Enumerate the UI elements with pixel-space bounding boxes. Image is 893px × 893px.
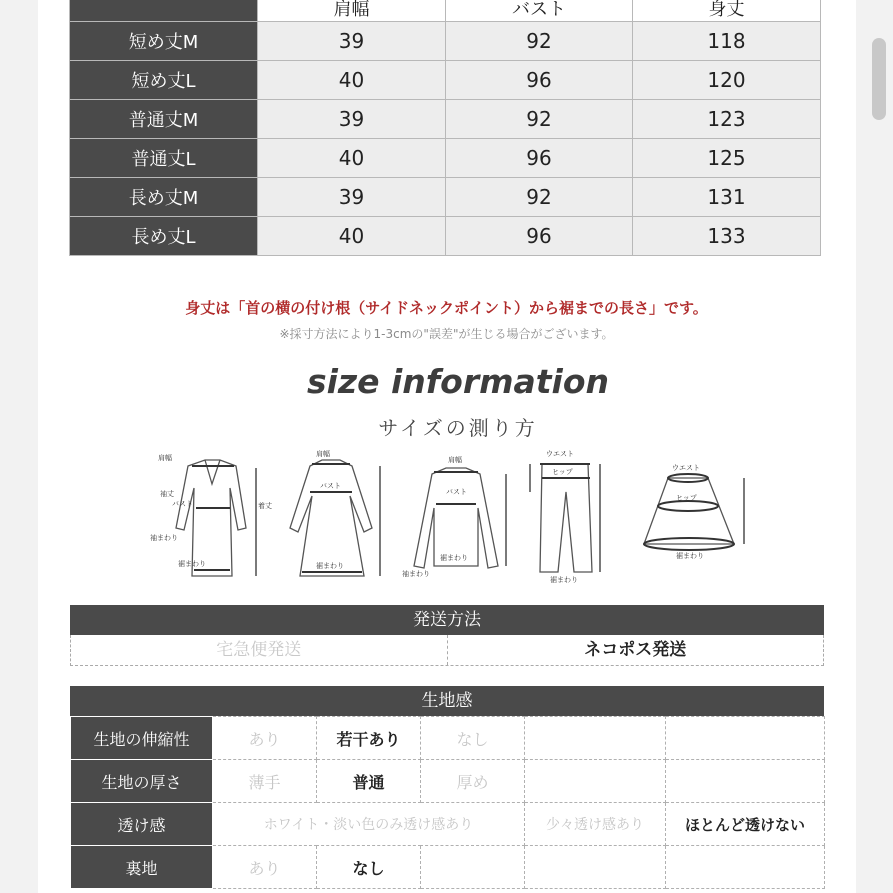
label-sleeve: 袖丈 bbox=[160, 490, 174, 498]
cell-shoulder: 39 bbox=[258, 100, 446, 139]
option-cell-selected: 若干あり bbox=[317, 717, 421, 760]
label-hip: ヒップ bbox=[552, 468, 573, 476]
row-label: 裏地 bbox=[71, 846, 213, 889]
header-bust: バスト bbox=[446, 0, 633, 22]
measurement-diagrams bbox=[150, 448, 760, 588]
table-row bbox=[71, 803, 825, 846]
cell-bust: 92 bbox=[446, 178, 633, 217]
label-sleeve-hem: 袖まわり bbox=[402, 570, 430, 578]
measurement-error-note: ※採寸方法により1-3cmの"誤差"が生じる場合がございます。 bbox=[279, 327, 614, 341]
cell-bust: 92 bbox=[446, 22, 633, 61]
cell-shoulder: 39 bbox=[258, 178, 446, 217]
label-waist: ウエスト bbox=[546, 450, 574, 458]
option-cell-selected: なし bbox=[317, 846, 421, 889]
option-cell-selected: 普通 bbox=[317, 760, 421, 803]
option-cell: 薄手 bbox=[213, 760, 317, 803]
label-bust: バスト bbox=[172, 500, 193, 508]
empty-cell bbox=[525, 760, 666, 803]
row-label: 長め丈M bbox=[70, 178, 258, 217]
option-cell: 厚め bbox=[421, 760, 525, 803]
empty-cell bbox=[525, 846, 666, 889]
table-row bbox=[70, 217, 821, 256]
shipping-option-nekopos: ネコポス発送 bbox=[584, 640, 687, 660]
header-length: 身丈 bbox=[633, 0, 821, 22]
option-cell: なし bbox=[421, 717, 525, 760]
label-hem: 裾まわり bbox=[316, 562, 344, 570]
table-row bbox=[70, 178, 821, 217]
option-cell-selected: ほとんど透けない bbox=[666, 803, 825, 846]
fabric-title: 生地感 bbox=[70, 686, 824, 716]
cell-bust: 96 bbox=[446, 139, 633, 178]
empty-cell bbox=[421, 846, 525, 889]
table-row bbox=[70, 22, 821, 61]
table-row bbox=[70, 61, 821, 100]
row-label: 普通丈L bbox=[70, 139, 258, 178]
shipping-section bbox=[70, 605, 824, 666]
cell-length: 131 bbox=[633, 178, 821, 217]
shipping-option-takkyubin: 宅急便発送 bbox=[71, 635, 448, 665]
table-row bbox=[70, 139, 821, 178]
top-diagram-icon bbox=[402, 455, 506, 578]
empty-cell bbox=[666, 760, 825, 803]
label-shoulder: 肩幅 bbox=[448, 456, 462, 464]
cell-shoulder: 39 bbox=[258, 22, 446, 61]
cell-shoulder: 40 bbox=[258, 61, 446, 100]
row-label: 短め丈L bbox=[70, 61, 258, 100]
option-cell: あり bbox=[213, 717, 317, 760]
empty-cell bbox=[666, 846, 825, 889]
label-hem: 裾まわり bbox=[550, 576, 578, 584]
label-hem: 裾まわり bbox=[440, 554, 468, 562]
skirt-diagram-icon bbox=[644, 464, 744, 560]
size-information-title: size information bbox=[306, 362, 610, 401]
fabric-table bbox=[70, 716, 825, 889]
header-shoulder: 肩幅 bbox=[258, 0, 446, 22]
option-cell: ホワイト・淡い色のみ透け感あり bbox=[213, 803, 525, 846]
cell-shoulder: 40 bbox=[258, 139, 446, 178]
cell-shoulder: 40 bbox=[258, 217, 446, 256]
table-row bbox=[70, 100, 821, 139]
coat-diagram-icon bbox=[150, 453, 272, 576]
cell-bust: 96 bbox=[446, 61, 633, 100]
table-row bbox=[71, 846, 825, 889]
length-note: 身丈は「首の横の付け根（サイドネックポイント）から裾までの長さ」です。 bbox=[185, 299, 708, 317]
size-table-header-row bbox=[70, 0, 821, 22]
cell-bust: 96 bbox=[446, 217, 633, 256]
row-label: 透け感 bbox=[71, 803, 213, 846]
dress-diagram-icon bbox=[290, 449, 380, 576]
option-cell: あり bbox=[213, 846, 317, 889]
option-cell: 少々透け感あり bbox=[525, 803, 666, 846]
label-shoulder: 肩幅 bbox=[158, 454, 172, 462]
pants-diagram-icon bbox=[530, 450, 600, 584]
label-bust: バスト bbox=[320, 482, 341, 490]
label-hem: 裾まわり bbox=[178, 560, 206, 568]
size-information-subtitle: サイズの測り方 bbox=[378, 416, 538, 440]
empty-cell bbox=[525, 717, 666, 760]
cell-length: 118 bbox=[633, 22, 821, 61]
row-label: 生地の伸縮性 bbox=[71, 717, 213, 760]
size-table bbox=[69, 0, 821, 256]
cell-length: 123 bbox=[633, 100, 821, 139]
cell-bust: 92 bbox=[446, 100, 633, 139]
label-hip: ヒップ bbox=[676, 494, 697, 502]
table-row bbox=[71, 717, 825, 760]
fabric-section bbox=[70, 686, 824, 889]
shipping-title: 発送方法 bbox=[70, 605, 824, 635]
label-length: 着丈 bbox=[258, 502, 272, 510]
row-label: 生地の厚さ bbox=[71, 760, 213, 803]
table-row bbox=[71, 760, 825, 803]
cell-length: 125 bbox=[633, 139, 821, 178]
label-bust: バスト bbox=[446, 488, 467, 496]
size-table-corner bbox=[70, 0, 258, 22]
row-label: 長め丈L bbox=[70, 217, 258, 256]
label-waist: ウエスト bbox=[672, 464, 700, 472]
label-hem: 裾まわり bbox=[676, 552, 704, 560]
empty-cell bbox=[666, 717, 825, 760]
label-sleeve-hem: 袖まわり bbox=[150, 534, 178, 542]
label-shoulder: 肩幅 bbox=[316, 450, 330, 458]
shipping-options bbox=[70, 635, 824, 666]
row-label: 短め丈M bbox=[70, 22, 258, 61]
row-label: 普通丈M bbox=[70, 100, 258, 139]
scrollbar-thumb[interactable] bbox=[872, 38, 886, 120]
cell-length: 133 bbox=[633, 217, 821, 256]
cell-length: 120 bbox=[633, 61, 821, 100]
